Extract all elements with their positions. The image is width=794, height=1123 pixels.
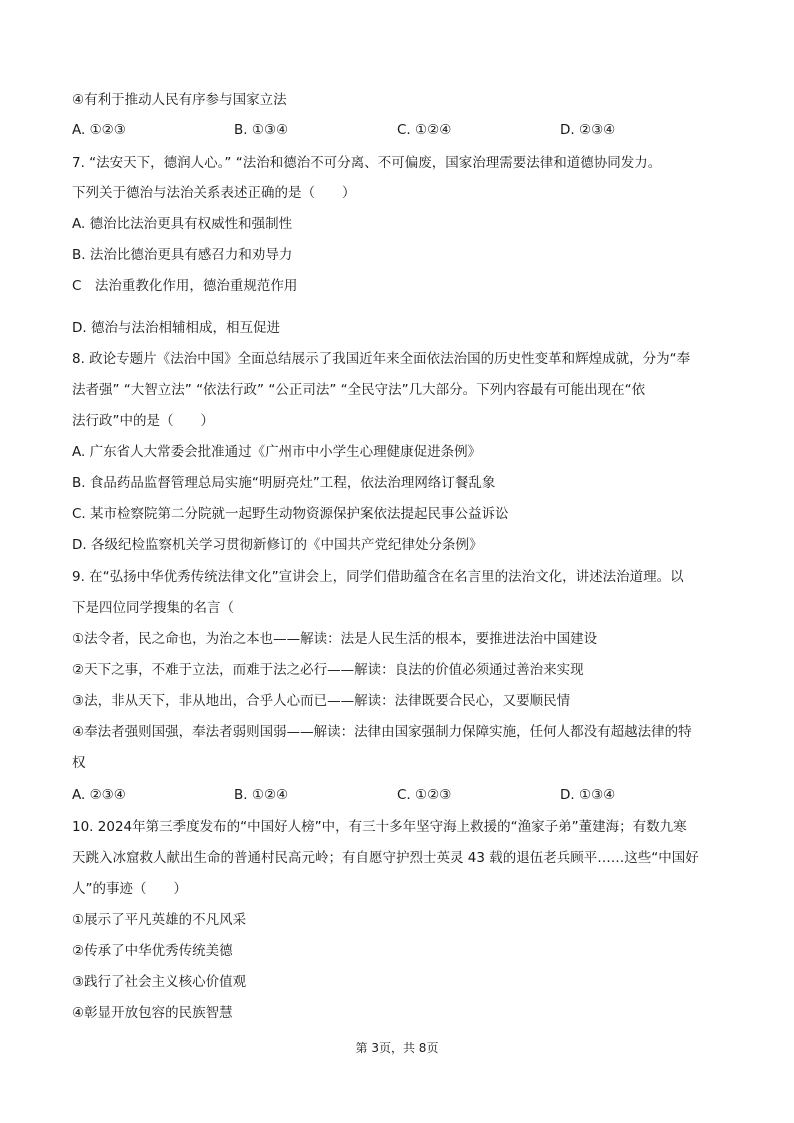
- question-10-stem-cont-2: 人”的事迹（ ）: [72, 881, 187, 897]
- question-6-item-4: ④有利于推动人民有序参与国家立法: [72, 92, 287, 108]
- option-b[interactable]: B. ①②④: [234, 787, 289, 803]
- option-a[interactable]: A. ①②③: [72, 122, 126, 138]
- question-10-item-1: ①展示了平凡英雄的不凡风采: [72, 912, 247, 928]
- option-b[interactable]: B. ①③④: [234, 122, 289, 138]
- question-9-item-3: ③法，非从天下，非从地出，合乎人心而已——解读：法律既要合民心，又要顺民情: [72, 693, 571, 709]
- option-c[interactable]: C. ①②④: [397, 122, 452, 138]
- question-9-stem: 9. 在“弘扬中华优秀传统法律文化”宣讲会上，同学们借助蕴含在名言里的法治文化，讲述法治道理。以: [72, 569, 684, 585]
- question-8-stem-cont-2: 法行政”中的是（ ）: [72, 413, 214, 429]
- question-7-option-b[interactable]: B. 法治比德治更具有感召力和劝导力: [72, 247, 293, 263]
- question-8-option-c[interactable]: C. 某市检察院第二分院就一起野生动物资源保护案依法提起民事公益诉讼: [72, 506, 509, 522]
- question-8-option-d[interactable]: D. 各级纪检监察机关学习贯彻新修订的《中国共产党纪律处分条例》: [72, 537, 483, 553]
- question-10-item-3: ③践行了社会主义核心价值观: [72, 974, 247, 990]
- option-d[interactable]: D. ②③④: [560, 122, 616, 138]
- question-7-option-c[interactable]: C 法治重教化作用，德治重规范作用: [72, 278, 298, 294]
- question-9-item-2: ②天下之事，不难于立法，而难于法之必行——解读：良法的价值必须通过善治来实现: [72, 662, 584, 678]
- page-footer: 第 3页，共 8页: [355, 1041, 439, 1055]
- question-9-item-4-cont: 权: [72, 755, 86, 771]
- question-8-option-a[interactable]: A. 广东省人大常委会批准通过《广州市中小学生心理健康促进条例》: [72, 444, 482, 460]
- question-9-item-4: ④奉法者强则国强，奉法者弱则国弱——解读：法律由国家强制力保障实施，任何人都没有超越法律的特: [72, 724, 692, 740]
- question-10-stem-cont: 天跳入冰窟救人献出生命的普通村民高元岭；有自愿守护烈士英灵 43 载的退伍老兵顾平……这些“中国好: [72, 850, 699, 866]
- question-9-options: [72, 785, 722, 805]
- question-7-stem-cont: 下列关于德治与法治关系表述正确的是（ ）: [72, 185, 356, 201]
- question-7-option-a[interactable]: A. 德治比法治更具有权威性和强制性: [72, 216, 293, 232]
- question-10-item-4: ④彰显开放包容的民族智慧: [72, 1005, 233, 1021]
- question-8-stem-cont: 法者强” “大智立法” “依法行政” “公正司法” “全民守法”几大部分。下列内容最有可能出现在“依: [72, 382, 646, 398]
- question-10-item-2: ②传承了中华优秀传统美德: [72, 943, 233, 959]
- question-9-item-1: ①法令者，民之命也，为治之本也——解读：法是人民生活的根本，要推进法治中国建设: [72, 631, 598, 647]
- question-7-stem: 7. “法安天下，德润人心。” “法治和德治不可分离、不可偏废，国家治理需要法律和道德协同发力。: [72, 155, 662, 171]
- question-7-option-d[interactable]: D. 德治与法治相辅相成，相互促进: [72, 320, 280, 336]
- option-d[interactable]: D. ①③④: [560, 787, 616, 803]
- question-9-stem-cont: 下是四位同学搜集的名言（: [72, 600, 234, 616]
- option-c[interactable]: C. ①②③: [397, 787, 452, 803]
- question-6-options: [72, 120, 722, 140]
- question-8-option-b[interactable]: B. 食品药品监督管理总局实施“明厨亮灶”工程，依法治理网络订餐乱象: [72, 475, 496, 491]
- question-8-stem: 8. 政论专题片《法治中国》全面总结展示了我国近年来全面依法治国的历史性变革和辉煌成就，分为“奉: [72, 351, 691, 367]
- option-a[interactable]: A. ②③④: [72, 787, 126, 803]
- question-10-stem: 10. 2024年第三季度发布的“中国好人榜”中，有三十多年坚守海上救援的“渔家子弟”董建海；有数九寒: [72, 819, 687, 835]
